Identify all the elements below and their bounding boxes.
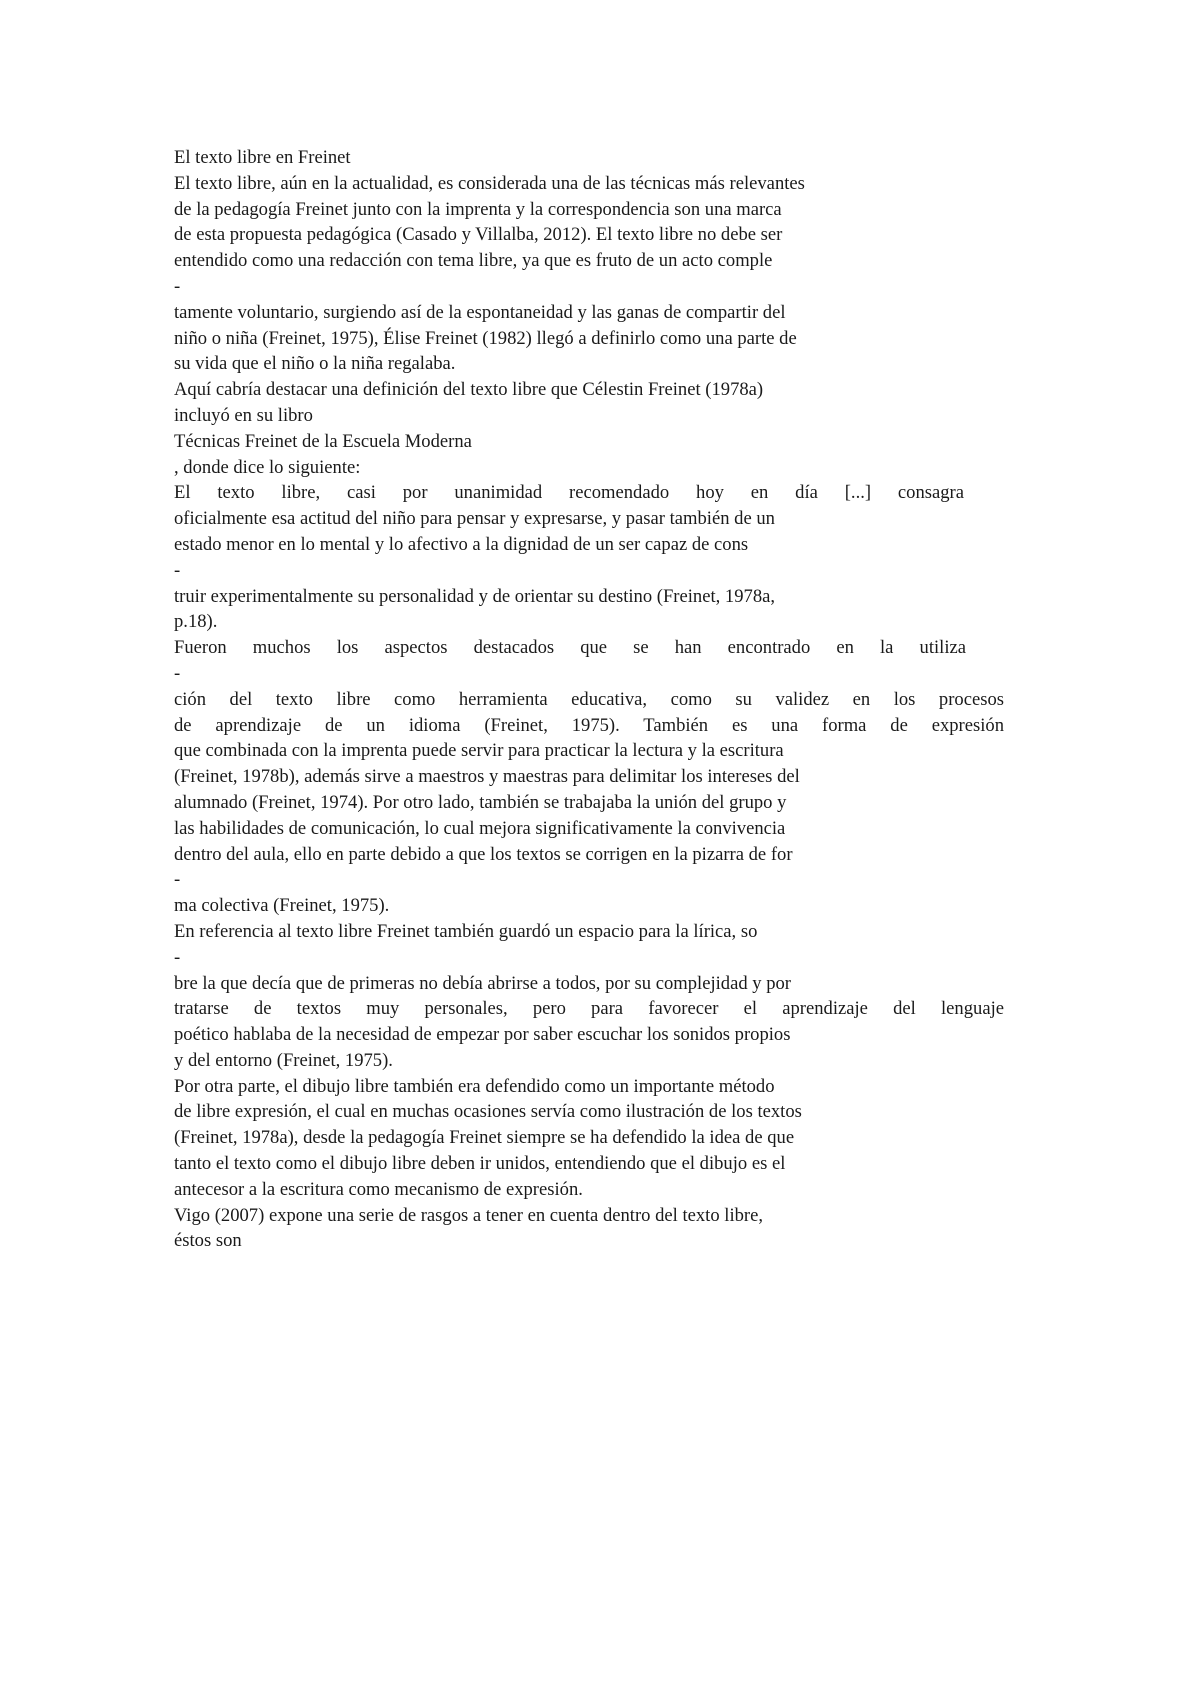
- text-line: ción del texto libre como herramienta educativa, como su validez en los procesos: [174, 688, 1004, 710]
- text-line: y del entorno (Freinet, 1975).: [174, 1049, 393, 1071]
- text-line: de libre expresión, el cual en muchas ocasiones servía como ilustración de los textos: [174, 1101, 802, 1123]
- text-line: de esta propuesta pedagógica (Casado y Villalba, 2012). El texto libre no debe ser: [174, 224, 783, 246]
- hyphen-line: -: [174, 662, 181, 684]
- text-line: Fueron muchos los aspectos destacados que se han encontrado en la utiliza: [174, 637, 966, 659]
- quote-line: truir experimentalmente su personalidad y de orientar su destino (Freinet, 1978a,: [174, 585, 776, 607]
- text-line: niño o niña (Freinet, 1975), Élise Freinet (1982) llegó a definirlo como una parte de: [174, 327, 797, 349]
- text-line: tanto el texto como el dibujo libre deben ir unidos, entendiendo que el dibujo es el: [174, 1153, 786, 1175]
- text-line: bre la que decía que de primeras no debía abrirse a todos, por su complejidad y por: [174, 972, 791, 994]
- quote-line: oficialmente esa actitud del niño para pensar y expresarse, y pasar también de un: [174, 508, 775, 530]
- text-line: éstos son: [174, 1230, 242, 1252]
- quote-line: p.18).: [174, 611, 218, 633]
- text-line: poético hablaba de la necesidad de empezar por saber escuchar los sonidos propios: [174, 1024, 791, 1046]
- quote-line: estado menor en lo mental y lo afectivo a la dignidad de un ser capaz de cons: [174, 533, 749, 555]
- hyphen-line: -: [174, 869, 181, 891]
- document-body: [174, 145, 1004, 1254]
- text-line: En referencia al texto libre Freinet también guardó un espacio para la lírica, so: [174, 920, 758, 942]
- text-line: antecesor a la escritura como mecanismo de expresión.: [174, 1178, 583, 1200]
- hyphen-line: -: [174, 559, 181, 581]
- text-line: (Freinet, 1978b), además sirve a maestros y maestras para delimitar los intereses del: [174, 766, 800, 788]
- text-line: su vida que el niño o la niña regalaba.: [174, 353, 456, 375]
- text-line: entendido como una redacción con tema libre, ya que es fruto de un acto comple: [174, 250, 773, 272]
- text-line: incluyó en su libro: [174, 404, 313, 426]
- text-line: de aprendizaje de un idioma (Freinet, 1975). También es una forma de expresión: [174, 714, 1004, 736]
- text-line: El texto libre, aún en la actualidad, es considerada una de las técnicas más relevantes: [174, 172, 805, 194]
- text-line: (Freinet, 1978a), desde la pedagogía Freinet siempre se ha defendido la idea de que: [174, 1127, 795, 1149]
- text-line: ma colectiva (Freinet, 1975).: [174, 895, 390, 917]
- quote-line: El texto libre, casi por unanimidad recomendado hoy en día [...] consagra: [174, 482, 964, 504]
- text-line: tratarse de textos muy personales, pero para favorecer el aprendizaje del lenguaje: [174, 998, 1004, 1020]
- book-title-line: Técnicas Freinet de la Escuela Moderna: [174, 430, 472, 452]
- text-line: tamente voluntario, surgiendo así de la espontaneidad y las ganas de compartir del: [174, 301, 786, 323]
- document-title: El texto libre en Freinet: [174, 147, 351, 168]
- text-line: las habilidades de comunicación, lo cual mejora significativamente la convivencia: [174, 817, 786, 839]
- text-line: Vigo (2007) expone una serie de rasgos a tener en cuenta dentro del texto libre,: [174, 1204, 764, 1226]
- text-line: Aquí cabría destacar una definición del texto libre que Célestin Freinet (1978a): [174, 379, 764, 401]
- hyphen-line: -: [174, 275, 181, 297]
- text-line: , donde dice lo siguiente:: [174, 456, 361, 478]
- text-line: que combinada con la imprenta puede servir para practicar la lectura y la escritura: [174, 740, 784, 762]
- text-line: de la pedagogía Freinet junto con la imprenta y la correspondencia son una marca: [174, 198, 782, 220]
- text-line: Por otra parte, el dibujo libre también era defendido como un importante método: [174, 1075, 775, 1097]
- text-line: dentro del aula, ello en parte debido a que los textos se corrigen en la pizarra de for: [174, 843, 793, 865]
- hyphen-line: -: [174, 946, 181, 968]
- text-line: alumnado (Freinet, 1974). Por otro lado, también se trabajaba la unión del grupo y: [174, 791, 787, 813]
